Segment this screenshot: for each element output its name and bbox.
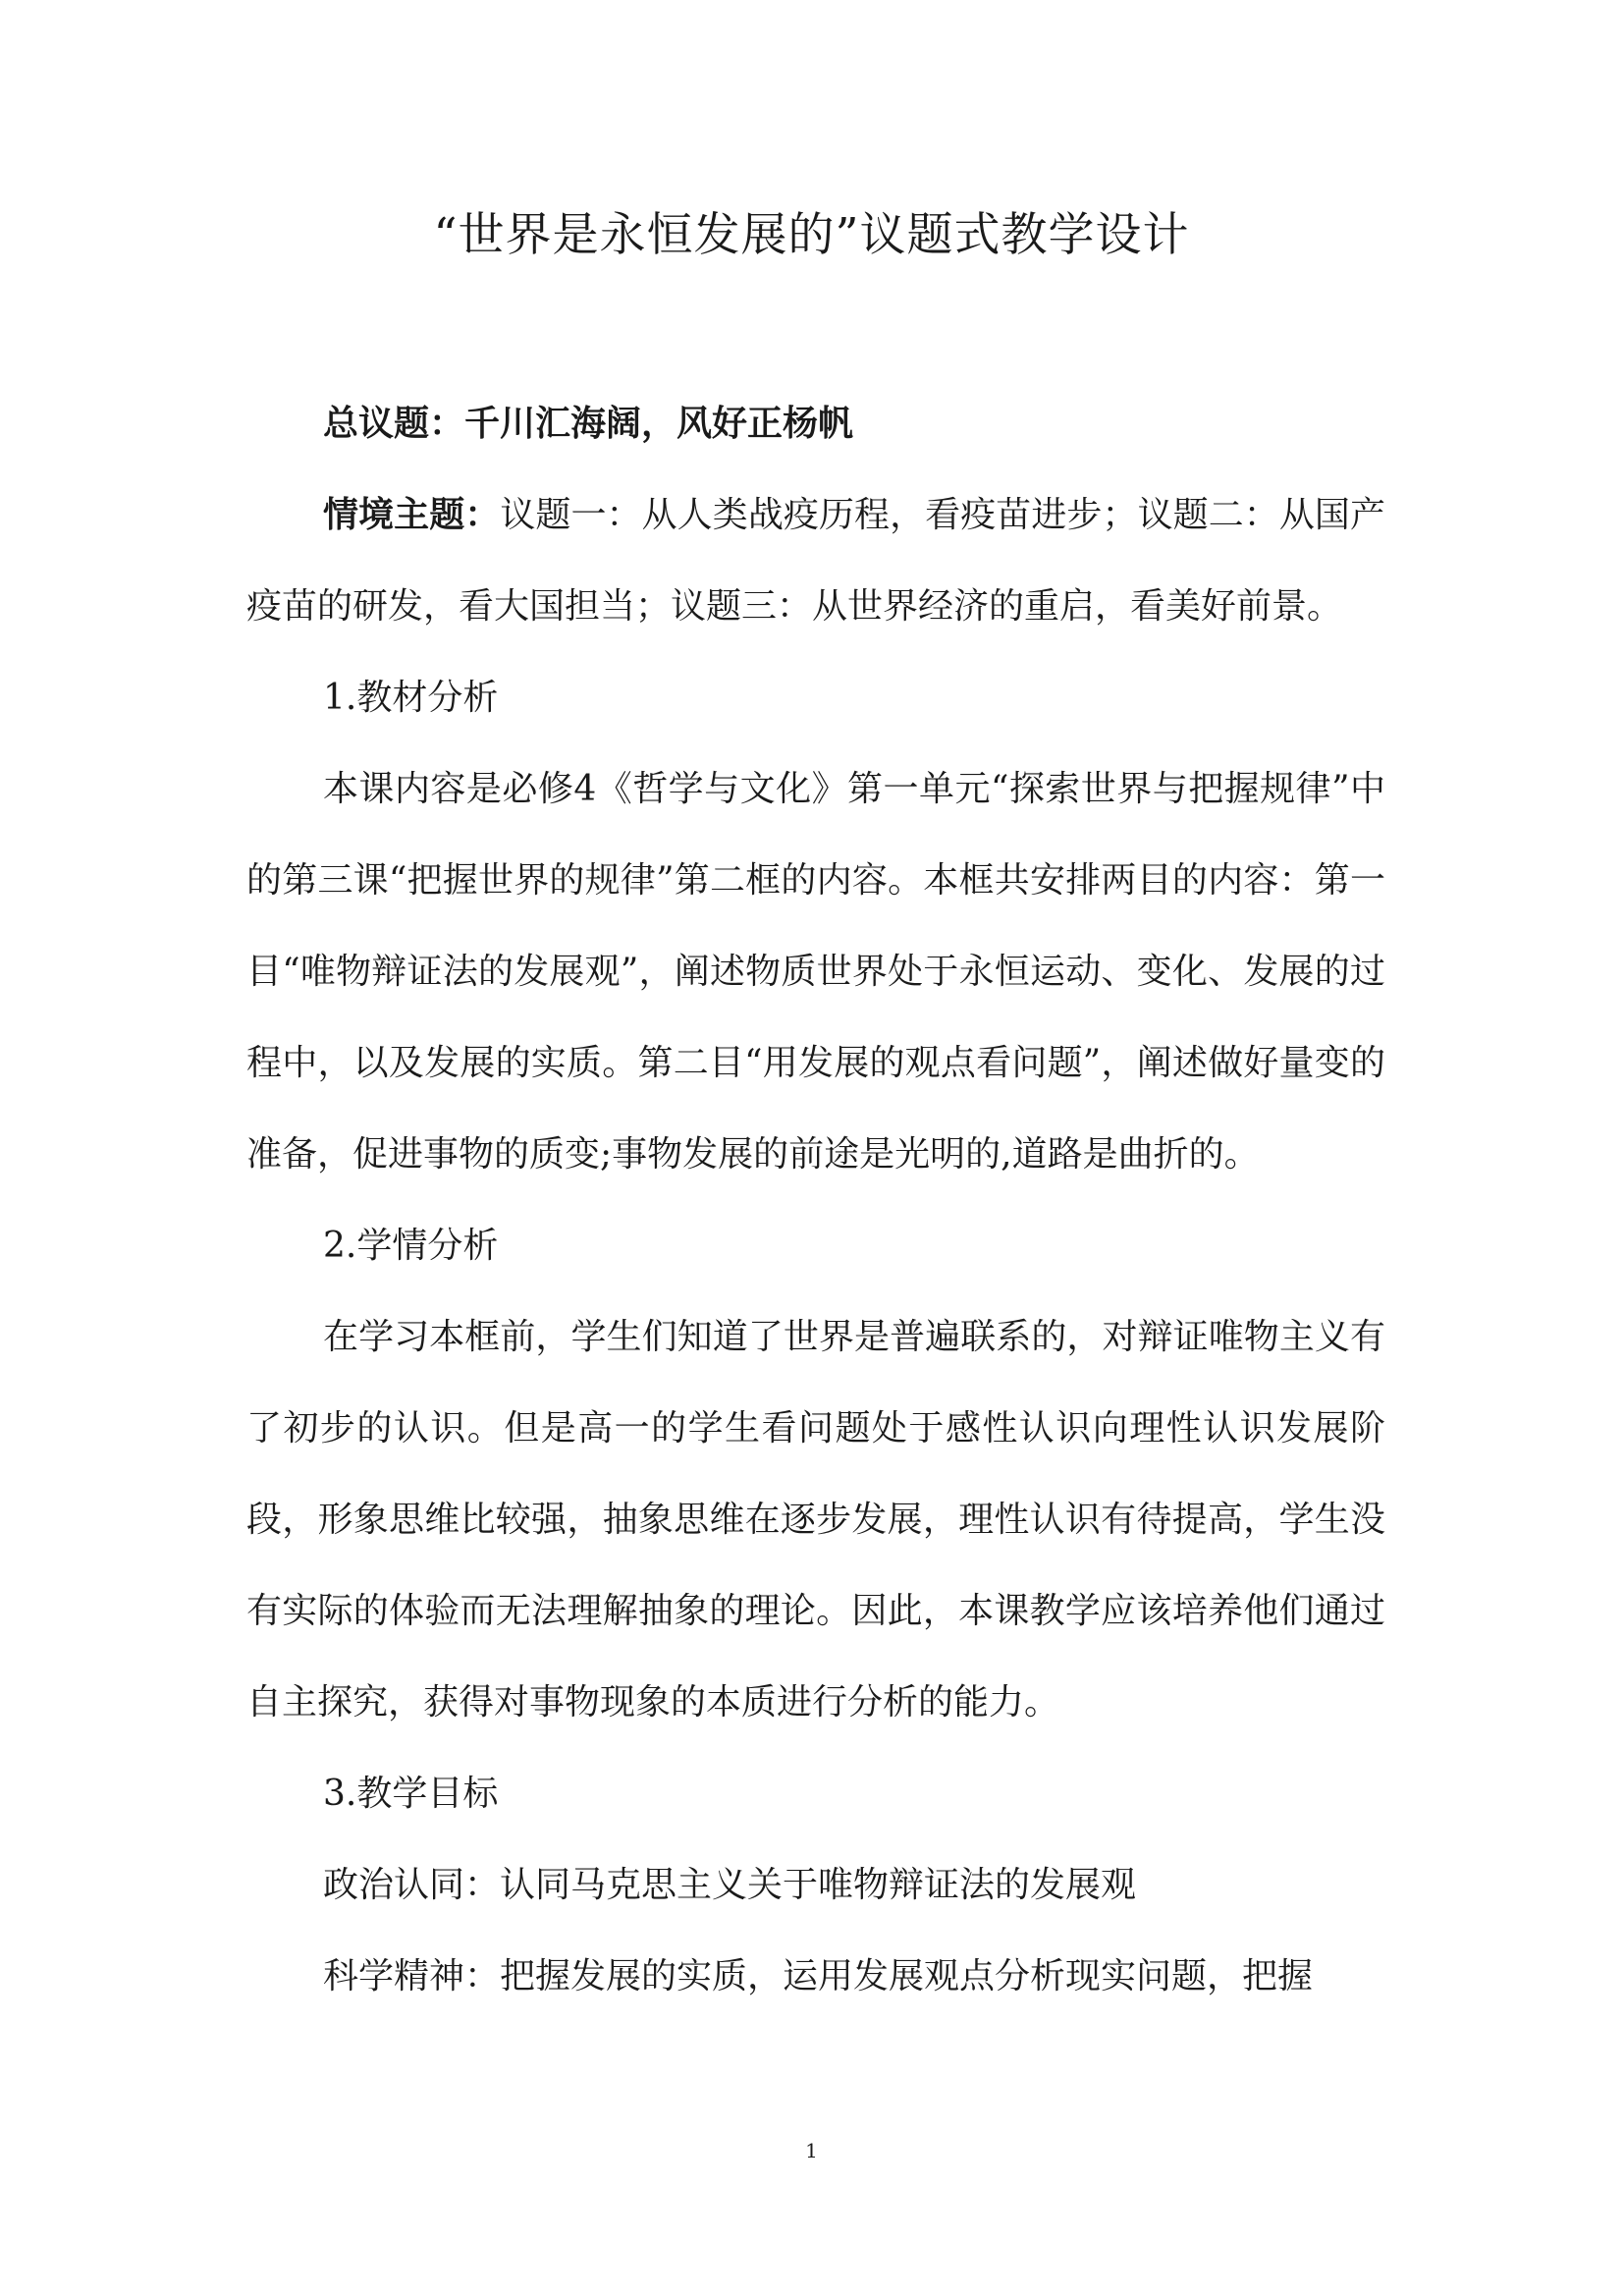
general-topic-paragraph [246, 378, 1385, 469]
goal-political-identity: 政治认同：认同马克思主义关于唯物辩证法的发展观 [323, 1865, 1137, 1905]
page-number: 1 [805, 2139, 818, 2162]
general-topic-label: 总议题： [323, 403, 465, 444]
student-analysis-paragraph: 在学习本框前，学生们知道了世界是普遍联系的，对辩证唯物主义有了初步的认识。但是高一的学生看问题处于感性认识向理性认识发展阶段，形象思维比较强，抽象思维在逐步发展，理性认识有待提高，学生没有实际的体验而无法理解抽象的理论。因此，本课教学应该培养他们通过自主探究，获得对事物现象的本质进行分析的能力。 [246, 1317, 1385, 1722]
general-topic-text: 千川汇海阔，风好正杨帆 [464, 403, 854, 444]
situation-theme-label: 情境主题： [323, 494, 501, 535]
textbook-analysis-paragraph: 本课内容是必修4《哲学与文化》第一单元“探索世界与把握规律”中的第三课“把握世界的规律”第二框的内容。本框共安排两目的内容：第一目“唯物辩证法的发展观”，阐述物质世界处于永恒运动、变化、发展的过程中，以及发展的实质。第二目“用发展的观点看问题”，阐述做好量变的准备，促进事物的质变;事物发展的前途是光明的,道路是曲折的。 [246, 769, 1385, 1175]
situation-theme-paragraph [246, 469, 1385, 652]
document-body [246, 378, 1385, 2022]
section-heading-teaching-goals: 3.教学目标 [323, 1774, 499, 1814]
situation-theme-text: 议题一：从人类战疫历程，看疫苗进步；议题二：从国产疫苗的研发，看大国担当；议题三：从世界经济的重启，看美好前景。 [246, 495, 1385, 627]
document-title: “世界是永恒发展的”议题式教学设计 [433, 208, 1190, 262]
goal-scientific-spirit: 科学精神：把握发展的实质，运用发展观点分析现实问题，把握 [323, 1956, 1314, 1996]
section-heading-textbook-analysis: 1.教材分析 [323, 678, 499, 718]
section-heading-student-analysis: 2.学情分析 [323, 1226, 499, 1266]
